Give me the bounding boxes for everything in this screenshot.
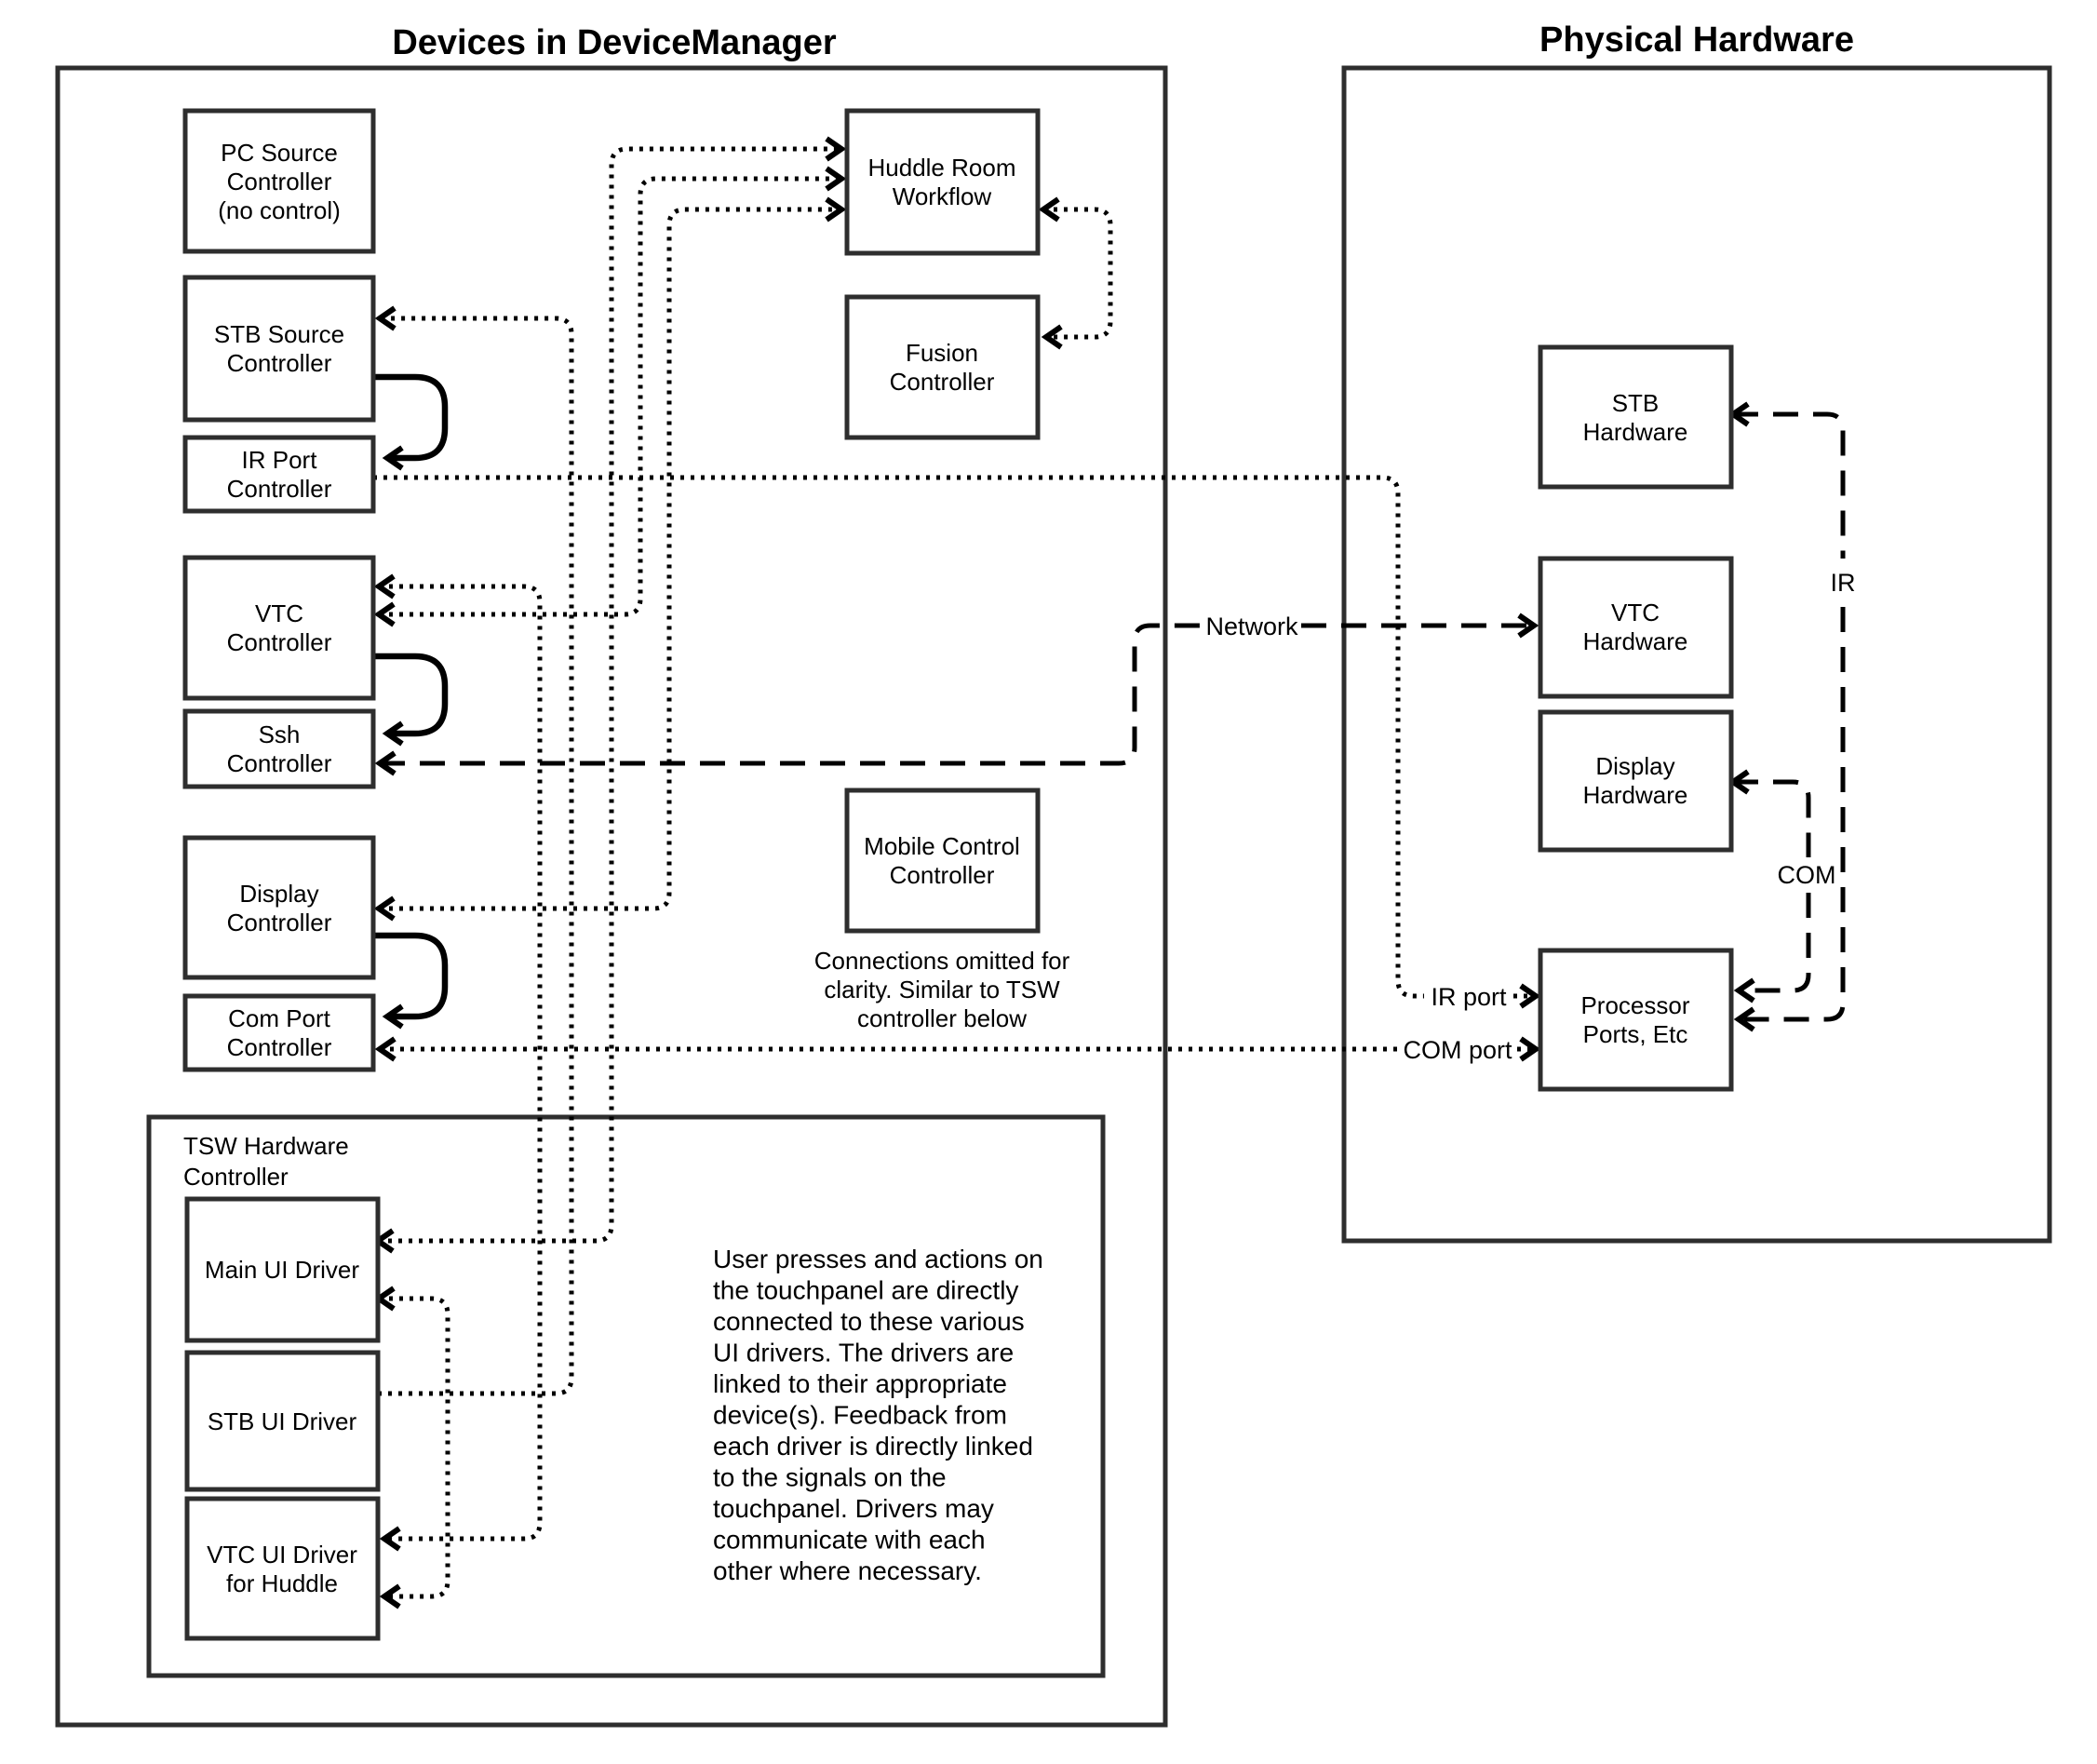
fusion-line1: Fusion (905, 339, 979, 367)
ssh-controller-line2: Controller (226, 749, 332, 777)
stb-hardware-line1: STB (1611, 389, 1660, 417)
display-controller-line2: Controller (226, 909, 332, 936)
vtc-ui-driver-line1: VTC UI Driver (207, 1541, 357, 1569)
main-ui-driver-label: Main UI Driver (204, 1256, 360, 1284)
tsw-note-line3: connected to these various (713, 1307, 1025, 1336)
ir-port-line2: Controller (226, 475, 332, 503)
box-display-controller (185, 838, 373, 977)
processor-ports-line1: Processor (1580, 991, 1690, 1019)
com-port-line2: Controller (226, 1033, 332, 1061)
vtc-controller-line1: VTC (255, 599, 303, 627)
box-vtc-ui-driver (187, 1499, 378, 1638)
processor-ports-line2: Ports, Etc (1582, 1020, 1688, 1048)
huddle-line1: Huddle Room (867, 154, 1016, 182)
display-controller-line1: Display (239, 880, 319, 908)
connector-vtc-controller-huddle (379, 179, 841, 614)
box-huddle-room-workflow (847, 111, 1038, 253)
stb-source-line2: Controller (226, 349, 332, 377)
box-stb-ui-driver (187, 1353, 378, 1489)
tsw-note-line1: User presses and actions on (713, 1245, 1043, 1273)
mobile-caption-line2: clarity. Similar to TSW (824, 976, 1060, 1003)
tsw-note-line8: to the signals on the (713, 1462, 947, 1492)
box-mobile-control-controller (847, 790, 1038, 931)
tsw-note-line5: linked to their appropriate (713, 1369, 1007, 1398)
connector-network-ssh-vtc-hardware (380, 626, 1534, 763)
com-line-label: COM (1777, 861, 1836, 889)
network-line-label: Network (1205, 613, 1298, 640)
vtc-hardware-line2: Hardware (1582, 627, 1688, 655)
display-hardware-line2: Hardware (1582, 781, 1688, 809)
connector-ir-processor-stb-hardware (1733, 414, 1843, 1019)
connector-main-ui-vtc-ui (379, 1299, 448, 1596)
display-controller-rect (185, 838, 373, 977)
box-ssh-controller (185, 711, 373, 787)
box-vtc-controller (185, 558, 373, 698)
stb-ui-driver-label: STB UI Driver (207, 1407, 357, 1435)
fusion-line2: Controller (889, 368, 995, 396)
com-port-line1: Com Port (228, 1004, 330, 1032)
display-hardware-line1: Display (1595, 752, 1675, 780)
tsw-note-line4: UI drivers. The drivers are (713, 1338, 1015, 1367)
connector-vtc-ssh (373, 656, 445, 734)
tsw-container-label-line2: Controller (183, 1163, 289, 1191)
ir-port-line-label: IR port (1431, 983, 1507, 1011)
tsw-container-label-line1: TSW Hardware (183, 1132, 349, 1160)
pc-source-line1: PC Source (221, 139, 338, 167)
box-fusion-controller (847, 297, 1038, 438)
tsw-note (713, 1245, 1043, 1585)
connector-stb-source-ir-port (373, 377, 445, 458)
com-port-line-label: COM port (1403, 1036, 1512, 1064)
mobile-line1: Mobile Control (864, 832, 1020, 860)
tsw-note-line9: touchpanel. Drivers may (713, 1494, 994, 1523)
box-ir-port-controller (185, 438, 373, 511)
box-stb-hardware (1540, 347, 1731, 487)
tsw-note-line10: communicate with each (713, 1525, 986, 1555)
mobile-line2: Controller (889, 861, 995, 889)
mobile-caption-line3: controller below (856, 1004, 1028, 1032)
box-display-hardware (1540, 712, 1731, 850)
tsw-note-line11: other where necessary. (713, 1556, 982, 1585)
ir-line-label: IR (1830, 569, 1856, 597)
tsw-note-line6: device(s). Feedback from (713, 1400, 1007, 1430)
title-physical-hardware: Physical Hardware (1539, 20, 1854, 60)
stb-hardware-line2: Hardware (1582, 418, 1688, 446)
box-processor-ports (1540, 950, 1731, 1089)
vtc-ui-driver-line2: for Huddle (226, 1569, 338, 1597)
connector-display-controller-huddle (379, 209, 841, 909)
vtc-hardware-line1: VTC (1611, 599, 1660, 626)
box-main-ui-driver (187, 1199, 378, 1340)
mobile-caption-line1: Connections omitted for (813, 947, 1070, 975)
mobile-caption (814, 947, 1070, 1032)
ssh-controller-line1: Ssh (258, 720, 301, 748)
pc-source-line2: Controller (226, 168, 332, 195)
box-stb-source-controller (185, 277, 373, 420)
ir-port-line1: IR Port (241, 446, 317, 474)
connector-huddle-fusion (1043, 209, 1110, 337)
tsw-note-line2: the touchpanel are directly (713, 1275, 1019, 1305)
stb-hardware-rect (1540, 347, 1731, 487)
tsw-note-line7: each driver is directly linked (713, 1432, 1033, 1461)
connector-display-com-port (373, 936, 445, 1017)
vtc-ui-driver-rect (187, 1499, 378, 1638)
stb-source-line1: STB Source (213, 320, 345, 348)
huddle-line2: Workflow (892, 182, 992, 210)
box-com-port-controller (185, 996, 373, 1070)
box-vtc-hardware (1540, 559, 1731, 696)
connector-vtc-ui-vtc-controller (379, 586, 540, 1539)
box-pc-source-controller (185, 111, 373, 251)
pc-source-line3: (no control) (218, 196, 341, 224)
title-devices-in-devicemanager: Devices in DeviceManager (392, 23, 837, 62)
vtc-controller-line2: Controller (226, 628, 332, 656)
